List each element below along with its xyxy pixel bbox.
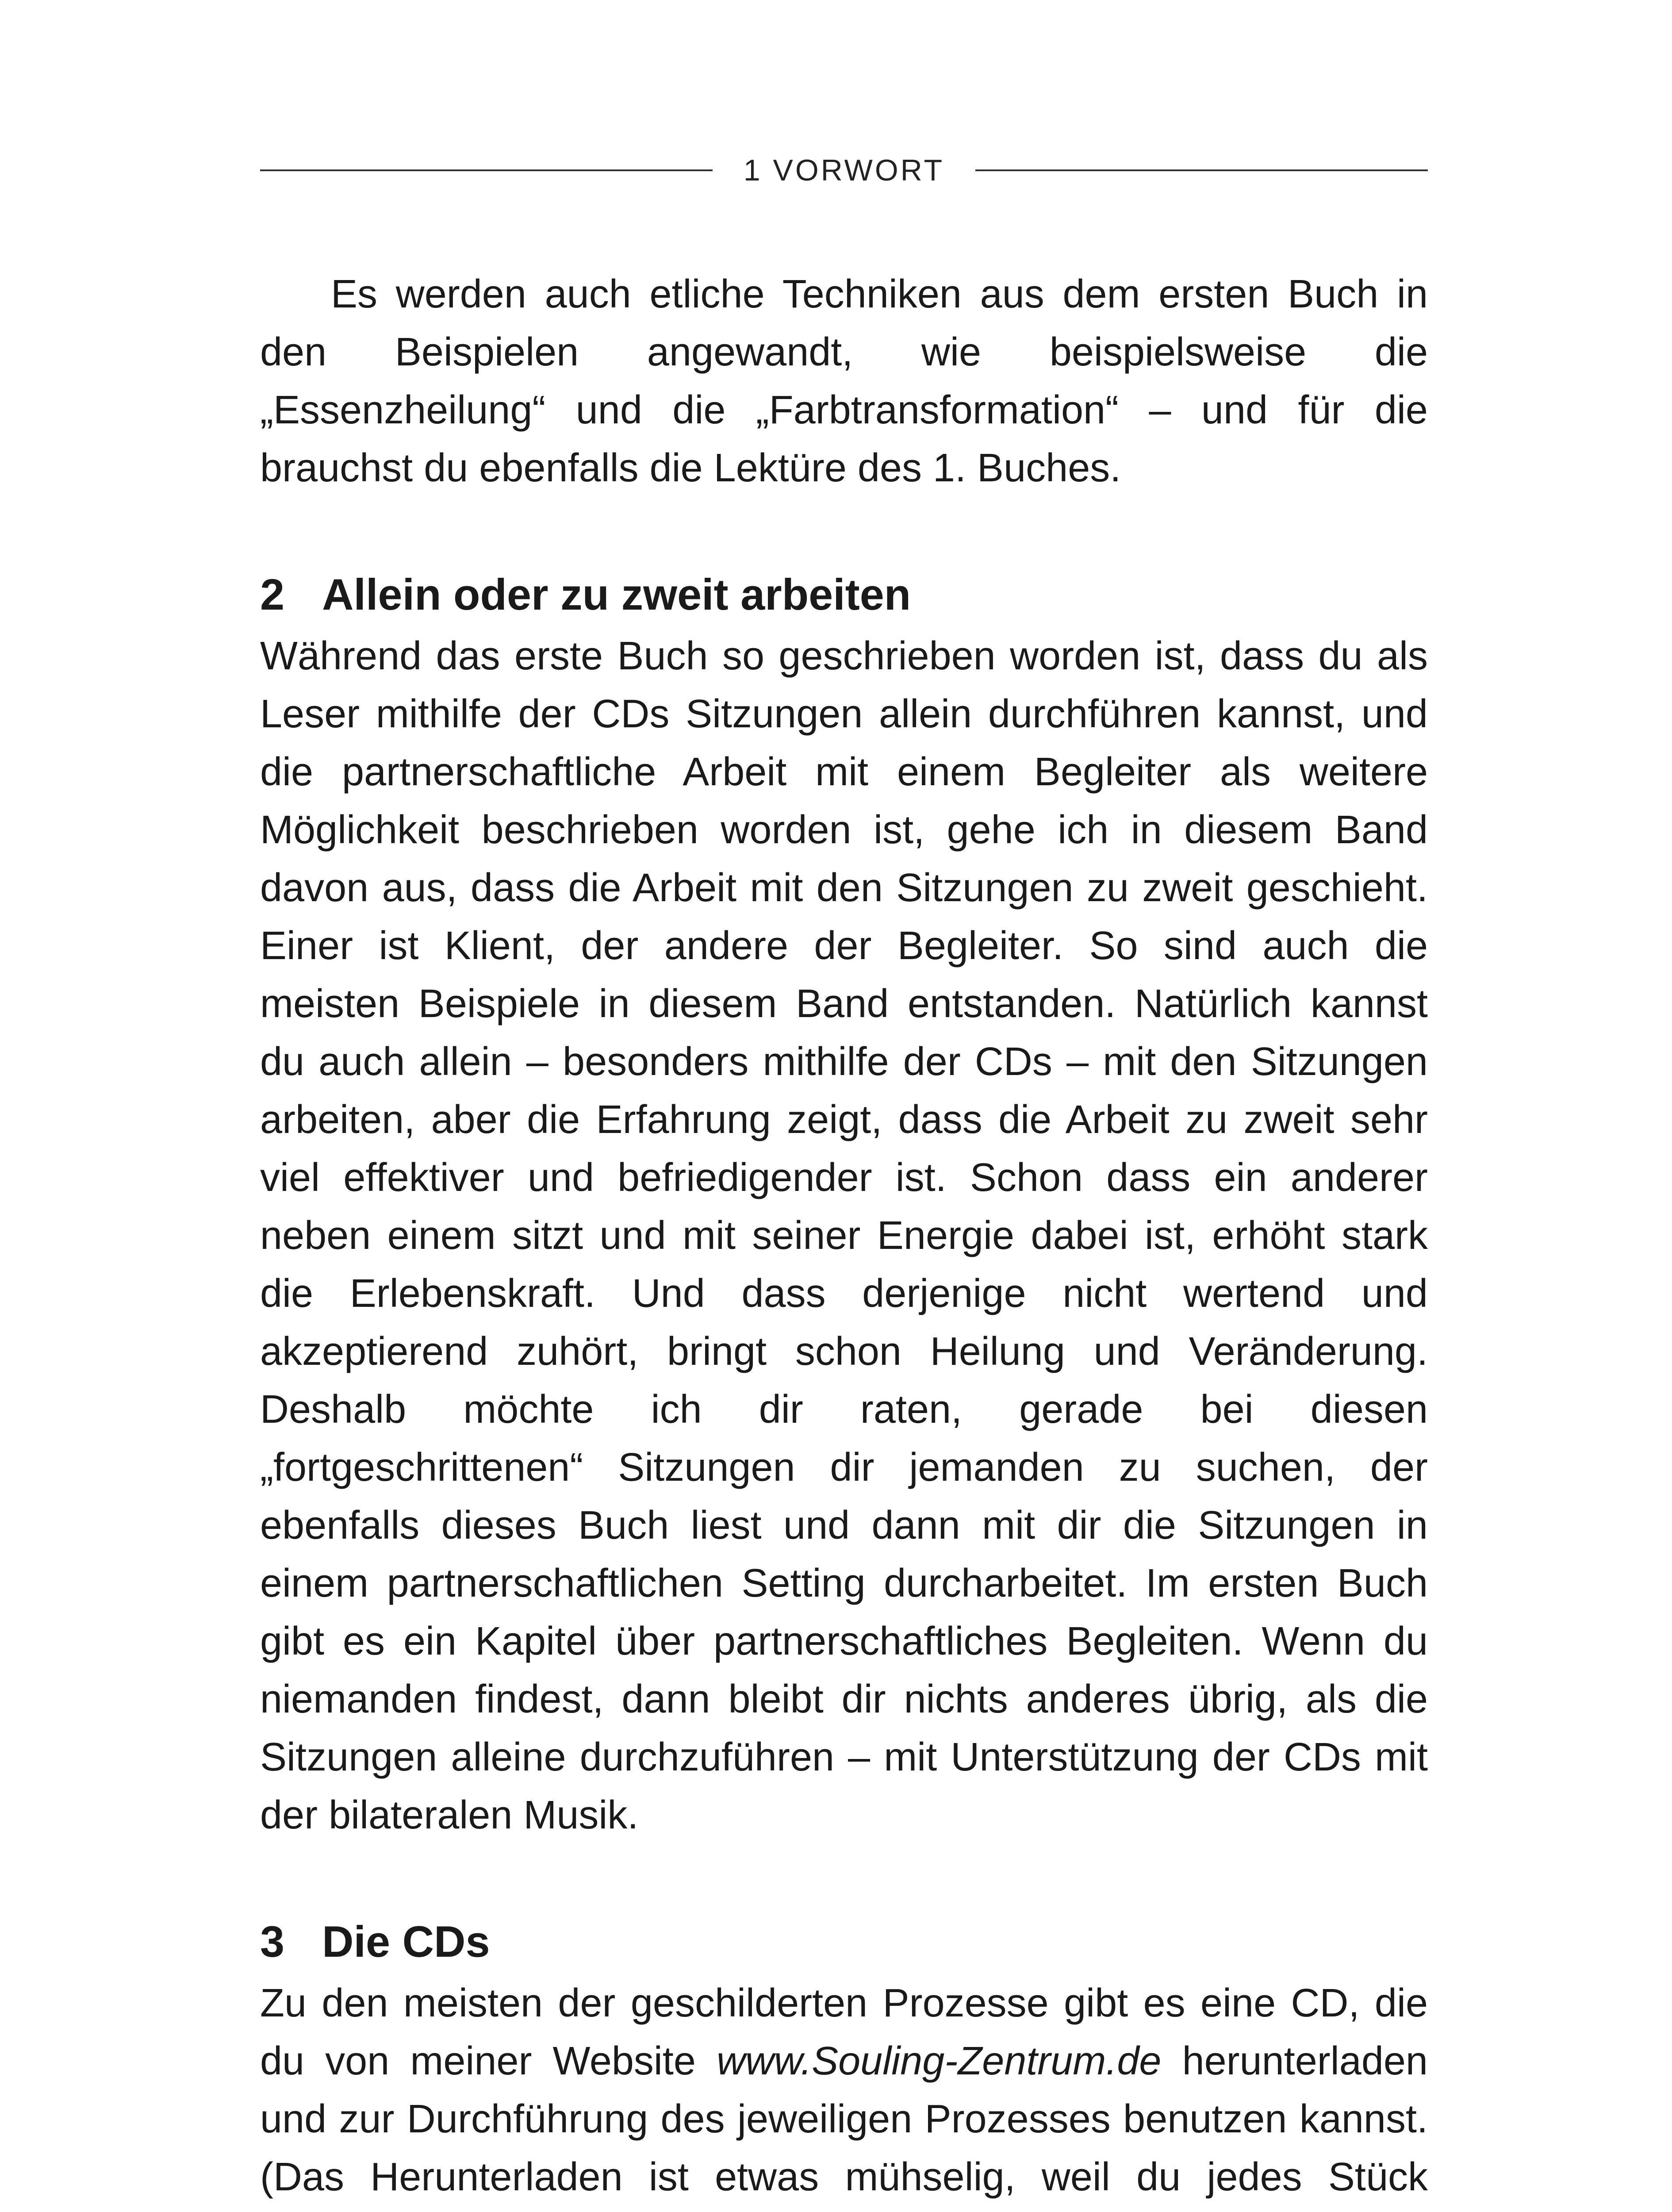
paragraph-text: herunterladen und zur Durchführung des jeweiligen Prozesses benutzen kannst. (Das Herunterladen ist etwas mühselig, weil du jedes Stück (260, 2039, 1428, 2199)
section-title: Die CDs (322, 1917, 490, 1966)
page-content (260, 265, 1428, 2212)
running-header (260, 150, 1428, 190)
section-title: Allein oder zu zweit arbeiten (322, 570, 911, 619)
section-paragraph: Während das erste Buch so geschrieben worden ist, dass du als Leser mithilfe der CDs Sitzungen allein durchführen kannst, und die partnerschaftliche Arbeit mit einem Begleiter als weitere Möglichkeit beschrieben worden ist, gehe ich in diesem Band davon aus, dass die Arbeit mit den Sitzungen zu zweit geschieht. Einer ist Klient, der andere der Begleiter. So sind auch die meisten Beispiele in diesem Band entstanden. Natürlich kannst du auch allein – besonders mithilfe der CDs – mit den Sitzungen arbeiten, aber die Erfahrung zeigt, dass die Arbeit zu zweit sehr viel effektiver und befriedigender ist. Schon dass ein anderer neben einem sitzt und mit seiner Energie dabei ist, erhöht stark die Erlebenskraft. Und dass derjenige nicht wertend und akzeptierend zuhört, bringt schon Heilung und Veränderung. Deshalb möchte ich dir raten, gerade bei diesen „fortgeschrittenen“ Sitzungen dir jemanden zu suchen, der ebenfalls dieses Buch liest und dann mit dir die Sitzungen in einem partnerschaftlichen Setting durcharbeitet. Im ersten Buch gibt es ein Kapitel über partnerschaftliches Begleiten. Wenn du niemanden findest, dann bleibt dir nichts anderes übrig, als die Sitzungen alleine durchzuführen – mit Unterstützung der CDs mit der bilateralen Musik. (260, 634, 1428, 1837)
paragraph-text: Zu den meisten der geschilderten Prozesse gibt es eine CD, die du von meiner Website (260, 1981, 1428, 2083)
section-allein-oder-zu-zweit (260, 564, 1428, 1844)
header-rule-left (260, 169, 713, 171)
section-number: 2 (260, 570, 285, 619)
running-title: 1 VORWORT (743, 154, 945, 187)
intro-paragraph: Es werden auch etliche Techniken aus dem ersten Buch in den Beispielen angewandt, wie beispielsweise die „Essenzheilung“ und die „Farbtransformation“ – und für die brauchst du ebenfalls die Lektüre des 1. Buches. (260, 272, 1428, 490)
section-paragraph (260, 1974, 1428, 2212)
section-number: 3 (260, 1917, 285, 1966)
section-heading (260, 1911, 1428, 1973)
website-link[interactable]: www.Souling-Zentrum.de (717, 2039, 1162, 2083)
header-rule-right (975, 169, 1428, 171)
section-die-cds (260, 1911, 1428, 2212)
section-heading (260, 564, 1428, 626)
